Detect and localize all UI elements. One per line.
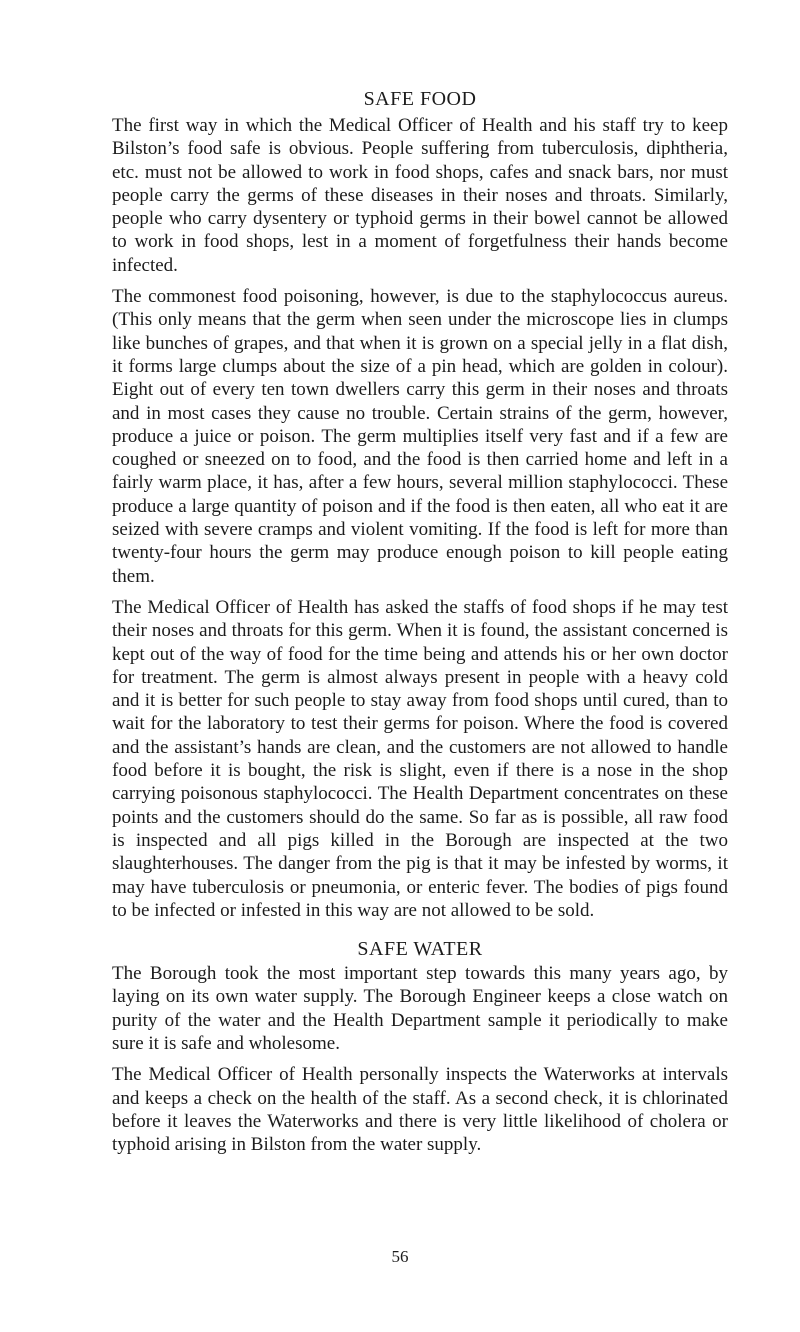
paragraph-food-1: The first way in which the Medical Officer of Health and his staff try to keep Bilston’s food safe is obvious. People suffering from tuberculosis, diphtheria, etc. must not be allowed to work in food shops, cafes and snack bars, nor must people carry the germs of these diseases in their noses and throats. Similarly, people who carry dysentery or typhoid germs in their bowel cannot be allowed to work in food shops, lest in a moment of forgetfulness their hands become infected. (112, 115, 728, 276)
section-heading-safe-water: SAFE WATER (357, 938, 483, 961)
paragraph-water-1: The Borough took the most important step towards this many years ago, by laying on its own water supply. The Borough Engineer keeps a close watch on purity of the water and the Health Department sample it periodically to make sure it is safe and wholesome. (112, 963, 728, 1054)
paragraph-food-2: The commonest food poisoning, however, is due to the staphylococcus aureus. (This only means that the germ when seen under the microscope lies in clumps like bunches of grapes, and that when it is grown on a special jelly in a flat dish, it forms large clumps about the size of a pin head, which are golden in colour). Eight out of every ten town dwellers carry this germ in their noses and throats and in most cases they cause no trouble. Certain strains of the germ, however, produce a juice or poison. The germ multiplies itself very fast and if a few are coughed or sneezed on to food, and the food is then carried home and left in a fairly warm place, it has, after a few hours, several million staphylococci. These produce a large quantity of poison and if the food is then eaten, all who eat it are seized with severe cramps and violent vomiting. If the food is left for more than twenty-four hours the germ may produce enough poison to kill people eating them. (112, 286, 728, 587)
page-number: 56 (391, 1247, 409, 1266)
page-body (112, 86, 728, 1156)
section-heading-safe-food: SAFE FOOD (363, 88, 477, 110)
paragraph-water-2: The Medical Officer of Health personally inspects the Waterworks at intervals and keeps a check on the health of the staff. As a second check, it is chlorinated before it leaves the Waterworks and there is very little likelihood of cholera or typhoid arising in Bilston from the water supply. (112, 1064, 728, 1156)
paragraph-food-3: The Medical Officer of Health has asked the staffs of food shops if he may test their noses and throats for this germ. When it is found, the assistant concerned is kept out of the way of food for the time being and attends his or her own doctor for treatment. The germ is almost always present in people with a heavy cold and it is better for such people to stay away from food shops until cured, than to wait for the laboratory to test their germs for poison. Where the food is covered and the assistant’s hands are clean, and the customers are not allowed to handle food before it is bought, the risk is slight, even if there is a nose in the shop carrying poisonous staphylococci. The Health Department concentrates on these points and the customers should do the same. So far as is possible, all raw food is inspected and all pigs killed in the Borough are inspected at the two slaughterhouses. The danger from the pig is that it may be infested by worms, it may have tuberculosis or pneumonia, or enteric fever. The bodies of pigs found to be infected or infested in this way are not allowed to be sold. (112, 596, 728, 921)
